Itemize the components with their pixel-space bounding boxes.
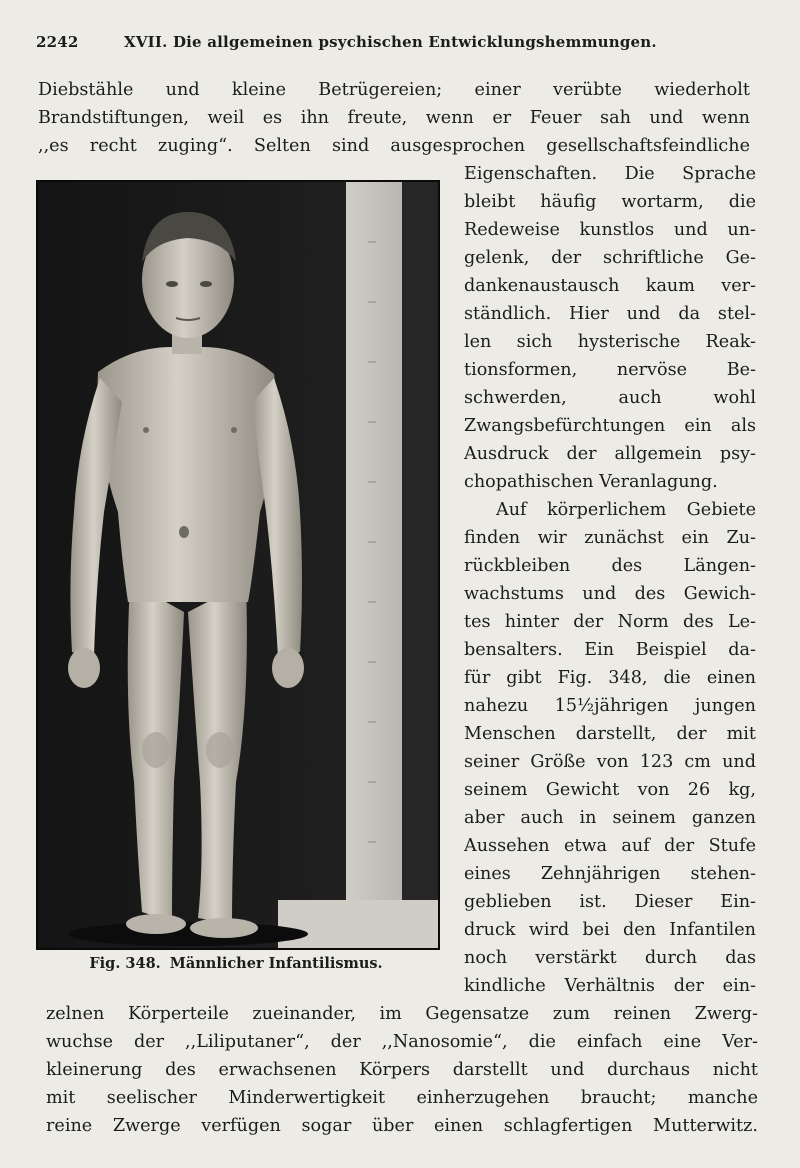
dark-panel [398,182,438,902]
text-line: gelenk, der schriftliche Ge- [464,248,756,268]
text-line: finden wir zunächst ein Zu- [464,528,756,548]
figure-caption-text: Männlicher Infantilismus. [169,955,383,972]
text-line: mit seelischer Minderwertigkeit einherzugehen braucht; manche [46,1088,758,1108]
text-line: druck wird bei den Infantilen [464,920,756,940]
text-line: wachstums und des Gewich- [464,584,756,604]
photograph-illustration [38,182,438,948]
text-line: bleibt häufig wortarm, die [464,192,756,212]
text-line: Menschen darstellt, der mit [464,724,756,744]
text-line: Ausdruck der allgemein psy- [464,444,756,464]
running-head [36,33,756,55]
text-line: Auf körperlichem Gebiete [496,500,756,520]
chapter-title: XVII. Die allgemeinen psychischen Entwicklungshemmungen. [124,33,657,51]
text-line: zelnen Körperteile zueinander, im Gegensatze zum reinen Zwerg- [46,1004,758,1024]
page-number: 2242 [36,33,79,51]
text-line: Brandstiftungen, weil es ihn freute, wenn er Feuer sah und wenn [38,108,750,128]
text-line: dankenaustausch kaum ver- [464,276,756,296]
text-line: Aussehen etwa auf der Stufe [464,836,756,856]
text-line: bensalters. Ein Beispiel da- [464,640,756,660]
text-line: Zwangsbefürchtungen ein als [464,416,756,436]
text-line: kleinerung des erwachsenen Körpers darstellt und durchaus nicht [46,1060,758,1080]
text-line: tes hinter der Norm des Le- [464,612,756,632]
text-line: rückbleiben des Längen- [464,556,756,576]
text-line: aber auch in seinem ganzen [464,808,756,828]
text-line: für gibt Fig. 348, die einen [464,668,756,688]
figure-number: Fig. 348. [89,955,161,972]
text-line: Redeweise kunstlos und un- [464,220,756,240]
figure-photograph [36,180,440,950]
text-line: Diebstähle und kleine Betrügereien; einer verübte wiederholt [38,80,750,100]
text-line: ständlich. Hier und da stel- [464,304,756,324]
text-line: reine Zwerge verfügen sogar über einen schlagfertigen Mutterwitz. [46,1116,758,1136]
text-line: seiner Größe von 123 cm und [464,752,756,772]
text-line: nahezu 15½jährigen jungen [464,696,756,716]
text-line: tionsformen, nervöse Be- [464,360,756,380]
text-line: len sich hysterische Reak- [464,332,756,352]
text-line: kindliche Verhältnis der ein- [464,976,756,996]
text-line: seinem Gewicht von 26 kg, [464,780,756,800]
text-line: noch verstärkt durch das [464,948,756,968]
text-line: geblieben ist. Dieser Ein- [464,892,756,912]
text-line: chopathischen Veranlagung. [464,472,718,492]
text-line: ,,es recht zuging“. Selten sind ausgesprochen gesellschaftsfeindliche [38,136,750,156]
text-line: wuchse der ,,Liliputaner“, der ,,Nanosomie“, die einfach eine Ver- [46,1032,758,1052]
board-base [278,900,438,948]
text-line: eines Zehnjährigen stehen- [464,864,756,884]
figure-caption [36,955,436,977]
text-line: schwerden, auch wohl [464,388,756,408]
text-line: Eigenschaften. Die Sprache [464,164,756,184]
